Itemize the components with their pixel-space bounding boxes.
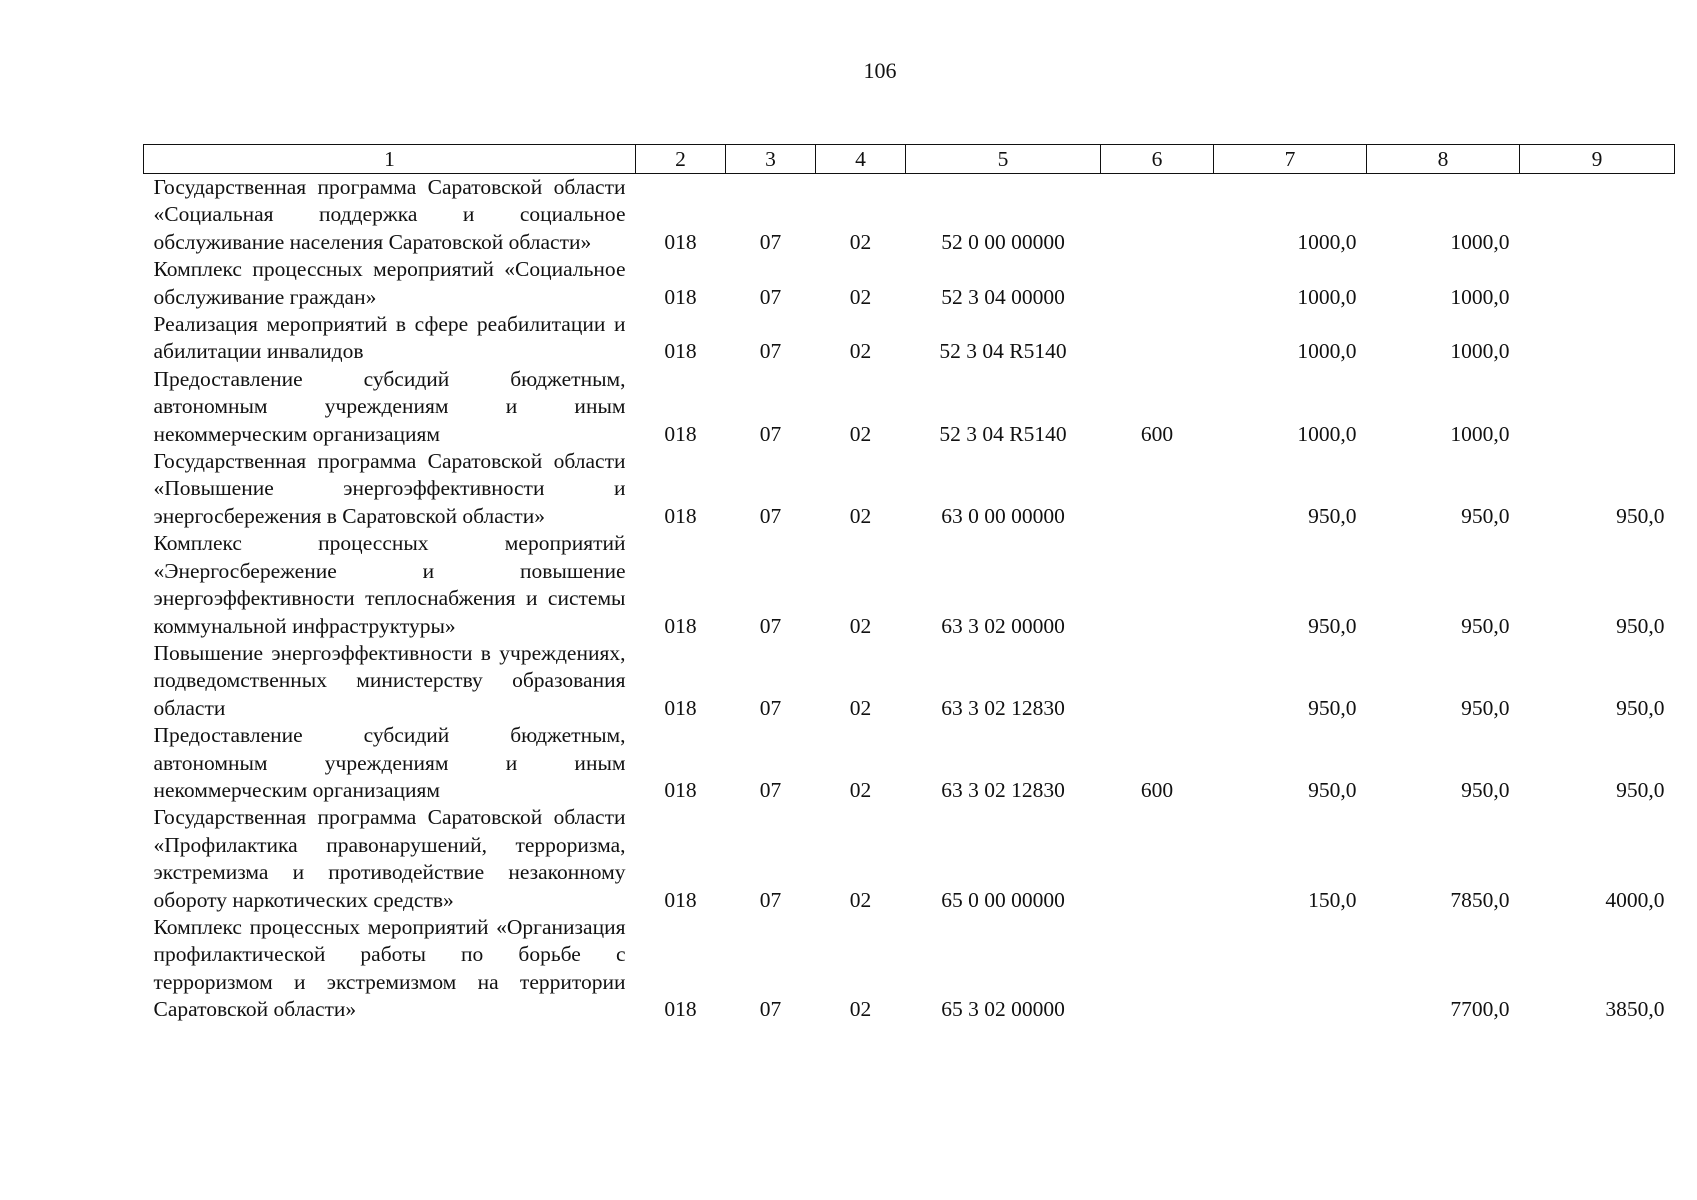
col6-cell: 600	[1140, 777, 1174, 802]
col4-cell: 02	[849, 284, 872, 309]
row-name-cell: Реализация мероприятий в сфере реабилитации и абилитации инвалидов	[153, 312, 626, 364]
col9-cell: 950,0	[1616, 777, 1665, 802]
col4-cell: 02	[849, 229, 872, 254]
table-header	[144, 145, 1675, 174]
col9-cell	[1520, 256, 1675, 311]
col9-cell: 950,0	[1616, 695, 1665, 720]
col5-cell: 63 3 02 00000	[941, 613, 1065, 638]
column-header-2: 2	[636, 145, 726, 174]
col2-cell: 018	[664, 284, 697, 309]
col2-cell: 018	[664, 339, 697, 364]
table-row	[144, 804, 1675, 914]
col8-cell: 7700,0	[1450, 997, 1510, 1022]
row-name-cell: Комплекс процессных мероприятий «Социальное обслуживание граждан»	[153, 257, 626, 309]
col7-cell: 950,0	[1308, 613, 1357, 638]
col4-cell: 02	[849, 339, 872, 364]
row-name-cell: Комплекс процессных мероприятий «Организация профилактической работы по борьбе с терроризмом и экстремизмом на территории Саратовской области»	[153, 914, 626, 1022]
col2-cell: 018	[664, 229, 697, 254]
col8-cell: 950,0	[1461, 777, 1510, 802]
col7-cell	[1214, 914, 1367, 1024]
column-header-4: 4	[816, 145, 906, 174]
col7-cell: 950,0	[1308, 695, 1357, 720]
column-header-3: 3	[726, 145, 816, 174]
col2-cell: 018	[664, 997, 697, 1022]
col4-cell: 02	[849, 503, 872, 528]
row-name-cell: Предоставление субсидий бюджетным, автономным учреждениям и иным некоммерческим организациям	[153, 723, 626, 802]
col8-cell: 1000,0	[1450, 421, 1510, 446]
col4-cell: 02	[849, 777, 872, 802]
col5-cell: 52 3 04 R5140	[939, 421, 1067, 446]
col5-cell: 63 3 02 12830	[941, 777, 1065, 802]
col4-cell: 02	[849, 421, 872, 446]
page-number: 106	[863, 58, 897, 83]
col3-cell: 07	[759, 421, 782, 446]
col3-cell: 07	[759, 613, 782, 638]
table-row	[144, 366, 1675, 448]
col3-cell: 07	[759, 887, 782, 912]
col8-cell: 950,0	[1461, 695, 1510, 720]
table-row	[144, 448, 1675, 530]
col7-cell: 1000,0	[1297, 339, 1357, 364]
col9-cell: 950,0	[1616, 613, 1665, 638]
row-name-cell: Комплекс процессных мероприятий «Энергосбережение и повышение энергоэффективности теплоснабжения и системы коммунальной инфраструктуры»	[153, 531, 626, 638]
col2-cell: 018	[664, 421, 697, 446]
budget-table	[143, 144, 1675, 1024]
row-name-cell: Государственная программа Саратовской области «Повышение энергоэффективности и энергосбережения в Саратовской области»	[153, 449, 626, 528]
col5-cell: 65 0 00 00000	[941, 887, 1065, 912]
col8-cell: 1000,0	[1450, 339, 1510, 364]
table-row	[144, 311, 1675, 366]
col5-cell: 63 3 02 12830	[941, 695, 1065, 720]
col9-cell: 950,0	[1616, 503, 1665, 528]
col8-cell: 7850,0	[1450, 887, 1510, 912]
col3-cell: 07	[759, 503, 782, 528]
col7-cell: 1000,0	[1297, 421, 1357, 446]
col2-cell: 018	[664, 777, 697, 802]
col8-cell: 950,0	[1461, 503, 1510, 528]
col9-cell	[1520, 311, 1675, 366]
table-row	[144, 722, 1675, 804]
col7-cell: 950,0	[1308, 503, 1357, 528]
col6-cell	[1101, 311, 1214, 366]
column-header-7: 7	[1214, 145, 1367, 174]
col4-cell: 02	[849, 695, 872, 720]
col3-cell: 07	[759, 777, 782, 802]
col4-cell: 02	[849, 613, 872, 638]
col2-cell: 018	[664, 503, 697, 528]
col5-cell: 65 3 02 00000	[941, 997, 1065, 1022]
col6-cell	[1101, 448, 1214, 530]
table-body	[144, 174, 1675, 1024]
col5-cell: 63 0 00 00000	[941, 503, 1065, 528]
col6-cell	[1101, 640, 1214, 722]
column-header-1: 1	[144, 145, 636, 174]
column-header-8: 8	[1367, 145, 1520, 174]
table-row	[144, 174, 1675, 257]
col7-cell: 150,0	[1308, 887, 1357, 912]
col6-cell	[1101, 256, 1214, 311]
col8-cell: 1000,0	[1450, 284, 1510, 309]
col2-cell: 018	[664, 613, 697, 638]
col3-cell: 07	[759, 997, 782, 1022]
table-row	[144, 256, 1675, 311]
table-row	[144, 914, 1675, 1024]
column-header-5: 5	[906, 145, 1101, 174]
col6-cell	[1101, 804, 1214, 914]
col9-cell: 4000,0	[1605, 887, 1665, 912]
col2-cell: 018	[664, 887, 697, 912]
col5-cell: 52 3 04 00000	[941, 284, 1065, 309]
col6-cell	[1101, 530, 1214, 640]
col4-cell: 02	[849, 887, 872, 912]
col4-cell: 02	[849, 997, 872, 1022]
col3-cell: 07	[759, 284, 782, 309]
col3-cell: 07	[759, 339, 782, 364]
col8-cell: 1000,0	[1450, 229, 1510, 254]
col6-cell: 600	[1140, 421, 1174, 446]
col3-cell: 07	[759, 695, 782, 720]
row-name-cell: Повышение энергоэффективности в учреждениях, подведомственных министерству образования области	[153, 640, 626, 720]
col7-cell: 1000,0	[1297, 284, 1357, 309]
header-row	[144, 145, 1675, 174]
col8-cell: 950,0	[1461, 613, 1510, 638]
table-row	[144, 530, 1675, 640]
col7-cell: 1000,0	[1297, 229, 1357, 254]
col2-cell: 018	[664, 695, 697, 720]
column-header-6: 6	[1101, 145, 1214, 174]
row-name-cell: Государственная программа Саратовской области «Профилактика правонарушений, терроризма, экстремизма и противодействие незаконному обороту наркотических средств»	[153, 805, 626, 912]
col3-cell: 07	[759, 229, 782, 254]
table-row	[144, 640, 1675, 722]
col6-cell	[1101, 914, 1214, 1024]
row-name-cell: Государственная программа Саратовской области «Социальная поддержка и социальное обслуживание населения Саратовской области»	[153, 175, 626, 254]
col9-cell	[1520, 174, 1675, 257]
col9-cell: 3850,0	[1605, 997, 1665, 1022]
col5-cell: 52 0 00 00000	[941, 229, 1065, 254]
col7-cell: 950,0	[1308, 777, 1357, 802]
col9-cell	[1520, 366, 1675, 448]
column-header-9: 9	[1520, 145, 1675, 174]
col5-cell: 52 3 04 R5140	[939, 339, 1067, 364]
col6-cell	[1101, 174, 1214, 257]
row-name-cell: Предоставление субсидий бюджетным, автономным учреждениям и иным некоммерческим организациям	[153, 366, 626, 446]
